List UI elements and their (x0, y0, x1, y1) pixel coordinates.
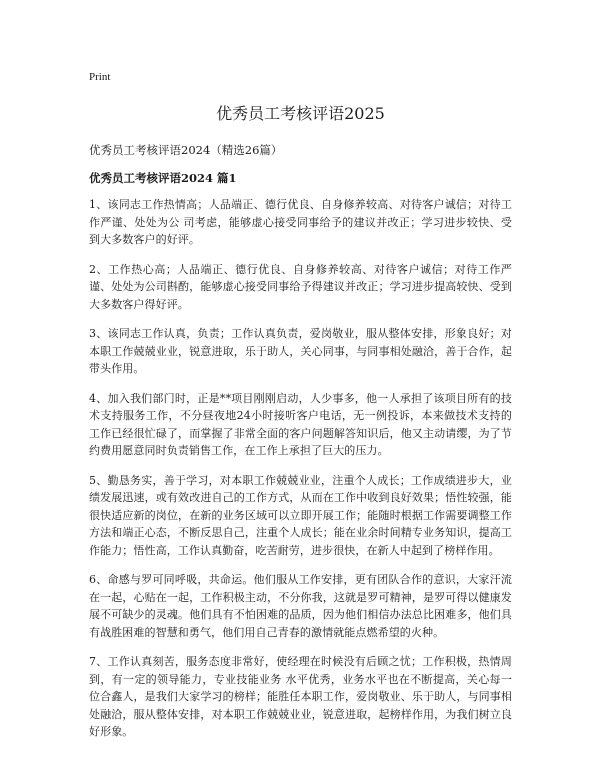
paragraph-2: 2、工作热心高；人品端正、德行优良、自身修养较高、对待客户诚信；对待工作严谨、处处为公司斟酌，能够虚心接受同事给予得建议并改正；学习进步提高较快、受到大多数客户得好评。 (89, 262, 512, 311)
document-title: 优秀员工考核评语2025 (216, 104, 385, 123)
paragraph-3: 3、该同志工作认真，负责；工作认真负责，爱岗敬业，服从整体安排，形象良好；对本职工作兢兢业业，锐意进取，乐于助人，关心同事，与同事相处融洽，善于合作，起带头作用。 (89, 327, 512, 375)
paragraph-1: 1、该同志工作热情高；人品端正、德行优良、自身修养较高、对待客户诚信；对待工作严谨、处处为公 司考虑，能够虚心接受同事给予的建议并改正；学习进步较快、受到大多数客户的好评。 (89, 198, 512, 246)
print-label: Print (89, 71, 111, 83)
paragraph-7: 7、工作认真刻苦，服务态度非常好，使经理在时候没有后顾之忧；工作积极，热情周到，有一定的领导能力，专业技能业务 水平优秀，业务水平也在不断提高，关心每一位合鑫人，是我们大家学习的榜样；能胜任本职工作，爱岗敬业、乐于助人，与同事相处融洽，服从整体安排，对本职工作兢兢业业，锐意进取，起榜样作用，为我们树立良好形象。 (89, 655, 512, 738)
paragraph-6: 6、命感与罗可同呼吸，共命运。他们服从工作安排，更有团队合作的意识，大家汗流在一起，心贴在一起，工作积极主动，不分你我，这就是罗可精神，是罗可得以健康发展不可缺少的灵魂。他们具有不怕困难的品质，因为他们相信办法总比困难多，他们具有战胜困难的智慧和勇气，他们用自己青春的激情就能点燃希望的火种。 (89, 573, 512, 639)
document-subtitle: 优秀员工考核评语2024（精选26篇） (89, 143, 283, 157)
section-heading: 优秀员工考核评语2024 篇1 (89, 171, 237, 185)
paragraph-5: 5、勤恳务实，善于学习，对本职工作兢兢业业，注重个人成长；工作成绩进步大，业绩发展迅速，或有效改进自己的工作方式，从而在工作中收到良好效果；悟性较强，能很快适应新的岗位，在新的业务区域可以立即开展工作；能随时根据工作需要调整工作方法和端正心态，不断反思自己，注重个人成长；能在业余时间精专业务知识，提高工作能力；悟性高，工作认真勤奋，吃苦耐劳，进步很快，在新人中起到了榜样作用。 (89, 473, 512, 557)
paragraph-4: 4、加入我们部门时，正是**项目刚刚启动，人少事多，他一人承担了该项目所有的技术支持服务工作，不分昼夜地24小时接听客户电话，无一例投诉，本来做技术支持的工作已经很忙碌了，而掌握了非常全面的客户问题解答知识后，他又主动请缨，为了节约费用愿意同时负责销售工作，在工作上承担了巨大的压力。 (89, 391, 512, 457)
